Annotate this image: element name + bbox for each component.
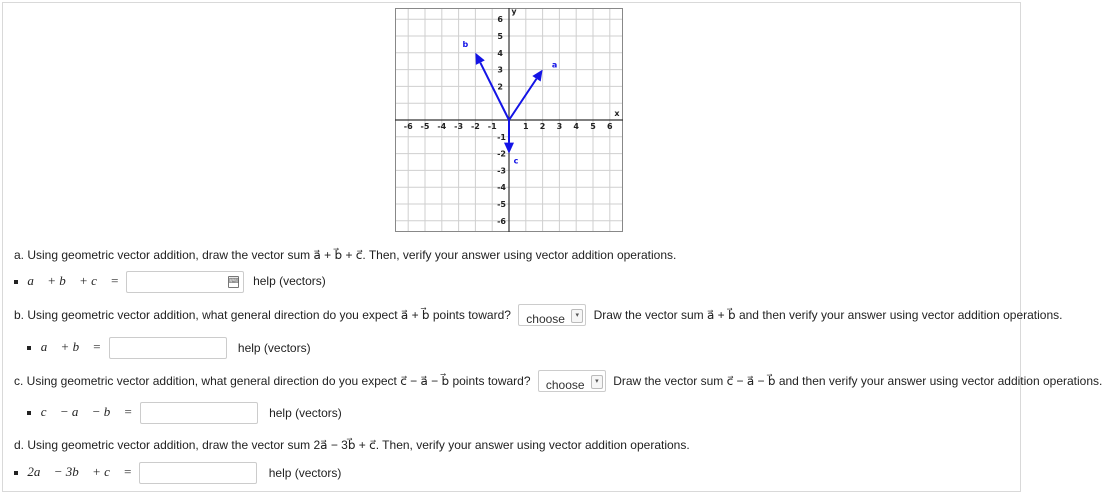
- y-tick-label: 4: [497, 48, 503, 58]
- x-tick-label: 4: [573, 122, 579, 131]
- part-a-expression: a⃗ + b⃗ + c⃗ =: [27, 273, 120, 288]
- y-tick-label: -4: [497, 183, 506, 193]
- y-tick-label: -5: [497, 200, 506, 209]
- part-a-answer-row: [14, 270, 326, 292]
- bullet: [27, 346, 31, 350]
- y-tick-label: -3: [497, 166, 506, 176]
- keyboard-icon[interactable]: ⌨: [228, 276, 239, 288]
- y-tick-label: 3: [497, 65, 503, 75]
- part-a-question: a. Using geometric vector addition, draw the vector sum a⃗ + b⃗ + c⃗. Then, verify your answer using vector addition operations.: [14, 248, 677, 262]
- vector-a-label: a: [551, 60, 558, 70]
- part-b-instructions: Draw the vector sum a⃗ + b⃗ and then verify your answer using vector addition operations.: [593, 307, 1063, 322]
- x-tick-label: 5: [590, 122, 596, 131]
- part-c-instructions: Draw the vector sum c⃗ − a⃗ − b⃗ and then verify your answer using vector addition operations.: [613, 373, 1102, 388]
- part-b-question-row: [14, 303, 1062, 325]
- part-d-question: d. Using geometric vector addition, draw the vector sum 2a⃗ − 3b⃗ + c⃗. Then, verify your answer using vector addition operations.: [14, 438, 690, 452]
- x-tick-label: -6: [403, 122, 413, 131]
- part-c-question: c. Using geometric vector addition, what general direction do you expect c⃗ − a⃗ − b⃗ points toward?: [14, 373, 531, 388]
- part-c-direction-select[interactable]: [538, 370, 606, 392]
- vector-graph: [395, 8, 623, 232]
- y-tick-label: -6: [497, 216, 506, 226]
- bullet: [27, 411, 31, 415]
- part-b-direction-select[interactable]: [518, 304, 586, 326]
- part-b-help-link[interactable]: help (vectors): [237, 340, 311, 355]
- x-tick-label: 2: [539, 122, 546, 131]
- x-tick-label: -1: [487, 122, 497, 131]
- y-axis-label: y: [511, 7, 517, 16]
- vector-b-label: b: [462, 39, 469, 49]
- chevron-down-icon: ▾: [591, 375, 603, 389]
- y-tick-label: 2: [497, 82, 503, 92]
- part-d-help-link[interactable]: help (vectors): [268, 465, 342, 480]
- part-a-help-link[interactable]: help (vectors): [253, 274, 326, 288]
- part-c-select-value: choose: [545, 377, 585, 392]
- y-tick-label: -1: [497, 132, 506, 142]
- part-b-answer-row: [14, 336, 311, 358]
- vector-b-shaft: [480, 63, 509, 120]
- part-a-answer-input[interactable]: [126, 271, 244, 293]
- x-tick-label: -2: [470, 122, 480, 131]
- y-tick-label: 6: [497, 15, 503, 25]
- part-b-question: b. Using geometric vector addition, what general direction do you expect a⃗ + b⃗ points toward?: [14, 307, 511, 322]
- x-tick-label: 1: [523, 122, 529, 131]
- part-d-answer-row: [14, 461, 341, 483]
- part-b-select-value: choose: [526, 311, 565, 326]
- part-c-question-row: [14, 369, 1102, 391]
- x-tick-label: 3: [556, 122, 563, 131]
- part-c-expression: c⃗ − a⃗ − b⃗ =: [40, 404, 133, 419]
- x-tick-label: -5: [420, 122, 430, 131]
- y-tick-label: 5: [497, 32, 503, 41]
- x-axis-label: x: [614, 109, 620, 118]
- bullet: [14, 471, 18, 475]
- part-d-answer-input[interactable]: [139, 462, 257, 484]
- bullet: [14, 280, 18, 284]
- y-tick-label: -2: [497, 149, 506, 159]
- x-tick-label: -3: [454, 122, 464, 131]
- part-c-help-link[interactable]: help (vectors): [269, 405, 342, 420]
- chevron-down-icon: ▾: [571, 309, 583, 323]
- vector-c-label: c: [513, 156, 519, 166]
- part-c-answer-row: [14, 401, 342, 423]
- part-d-expression: 2a⃗ − 3b⃗ + c⃗ =: [27, 464, 133, 479]
- vector-a-arrowhead: [532, 70, 542, 82]
- vector-a-shaft: [509, 79, 536, 120]
- part-b-answer-input[interactable]: [109, 337, 227, 359]
- part-c-answer-input[interactable]: [140, 402, 258, 424]
- x-tick-label: 6: [607, 122, 613, 131]
- x-tick-label: -4: [437, 122, 447, 131]
- part-b-expression: a⃗ + b⃗ =: [40, 339, 102, 354]
